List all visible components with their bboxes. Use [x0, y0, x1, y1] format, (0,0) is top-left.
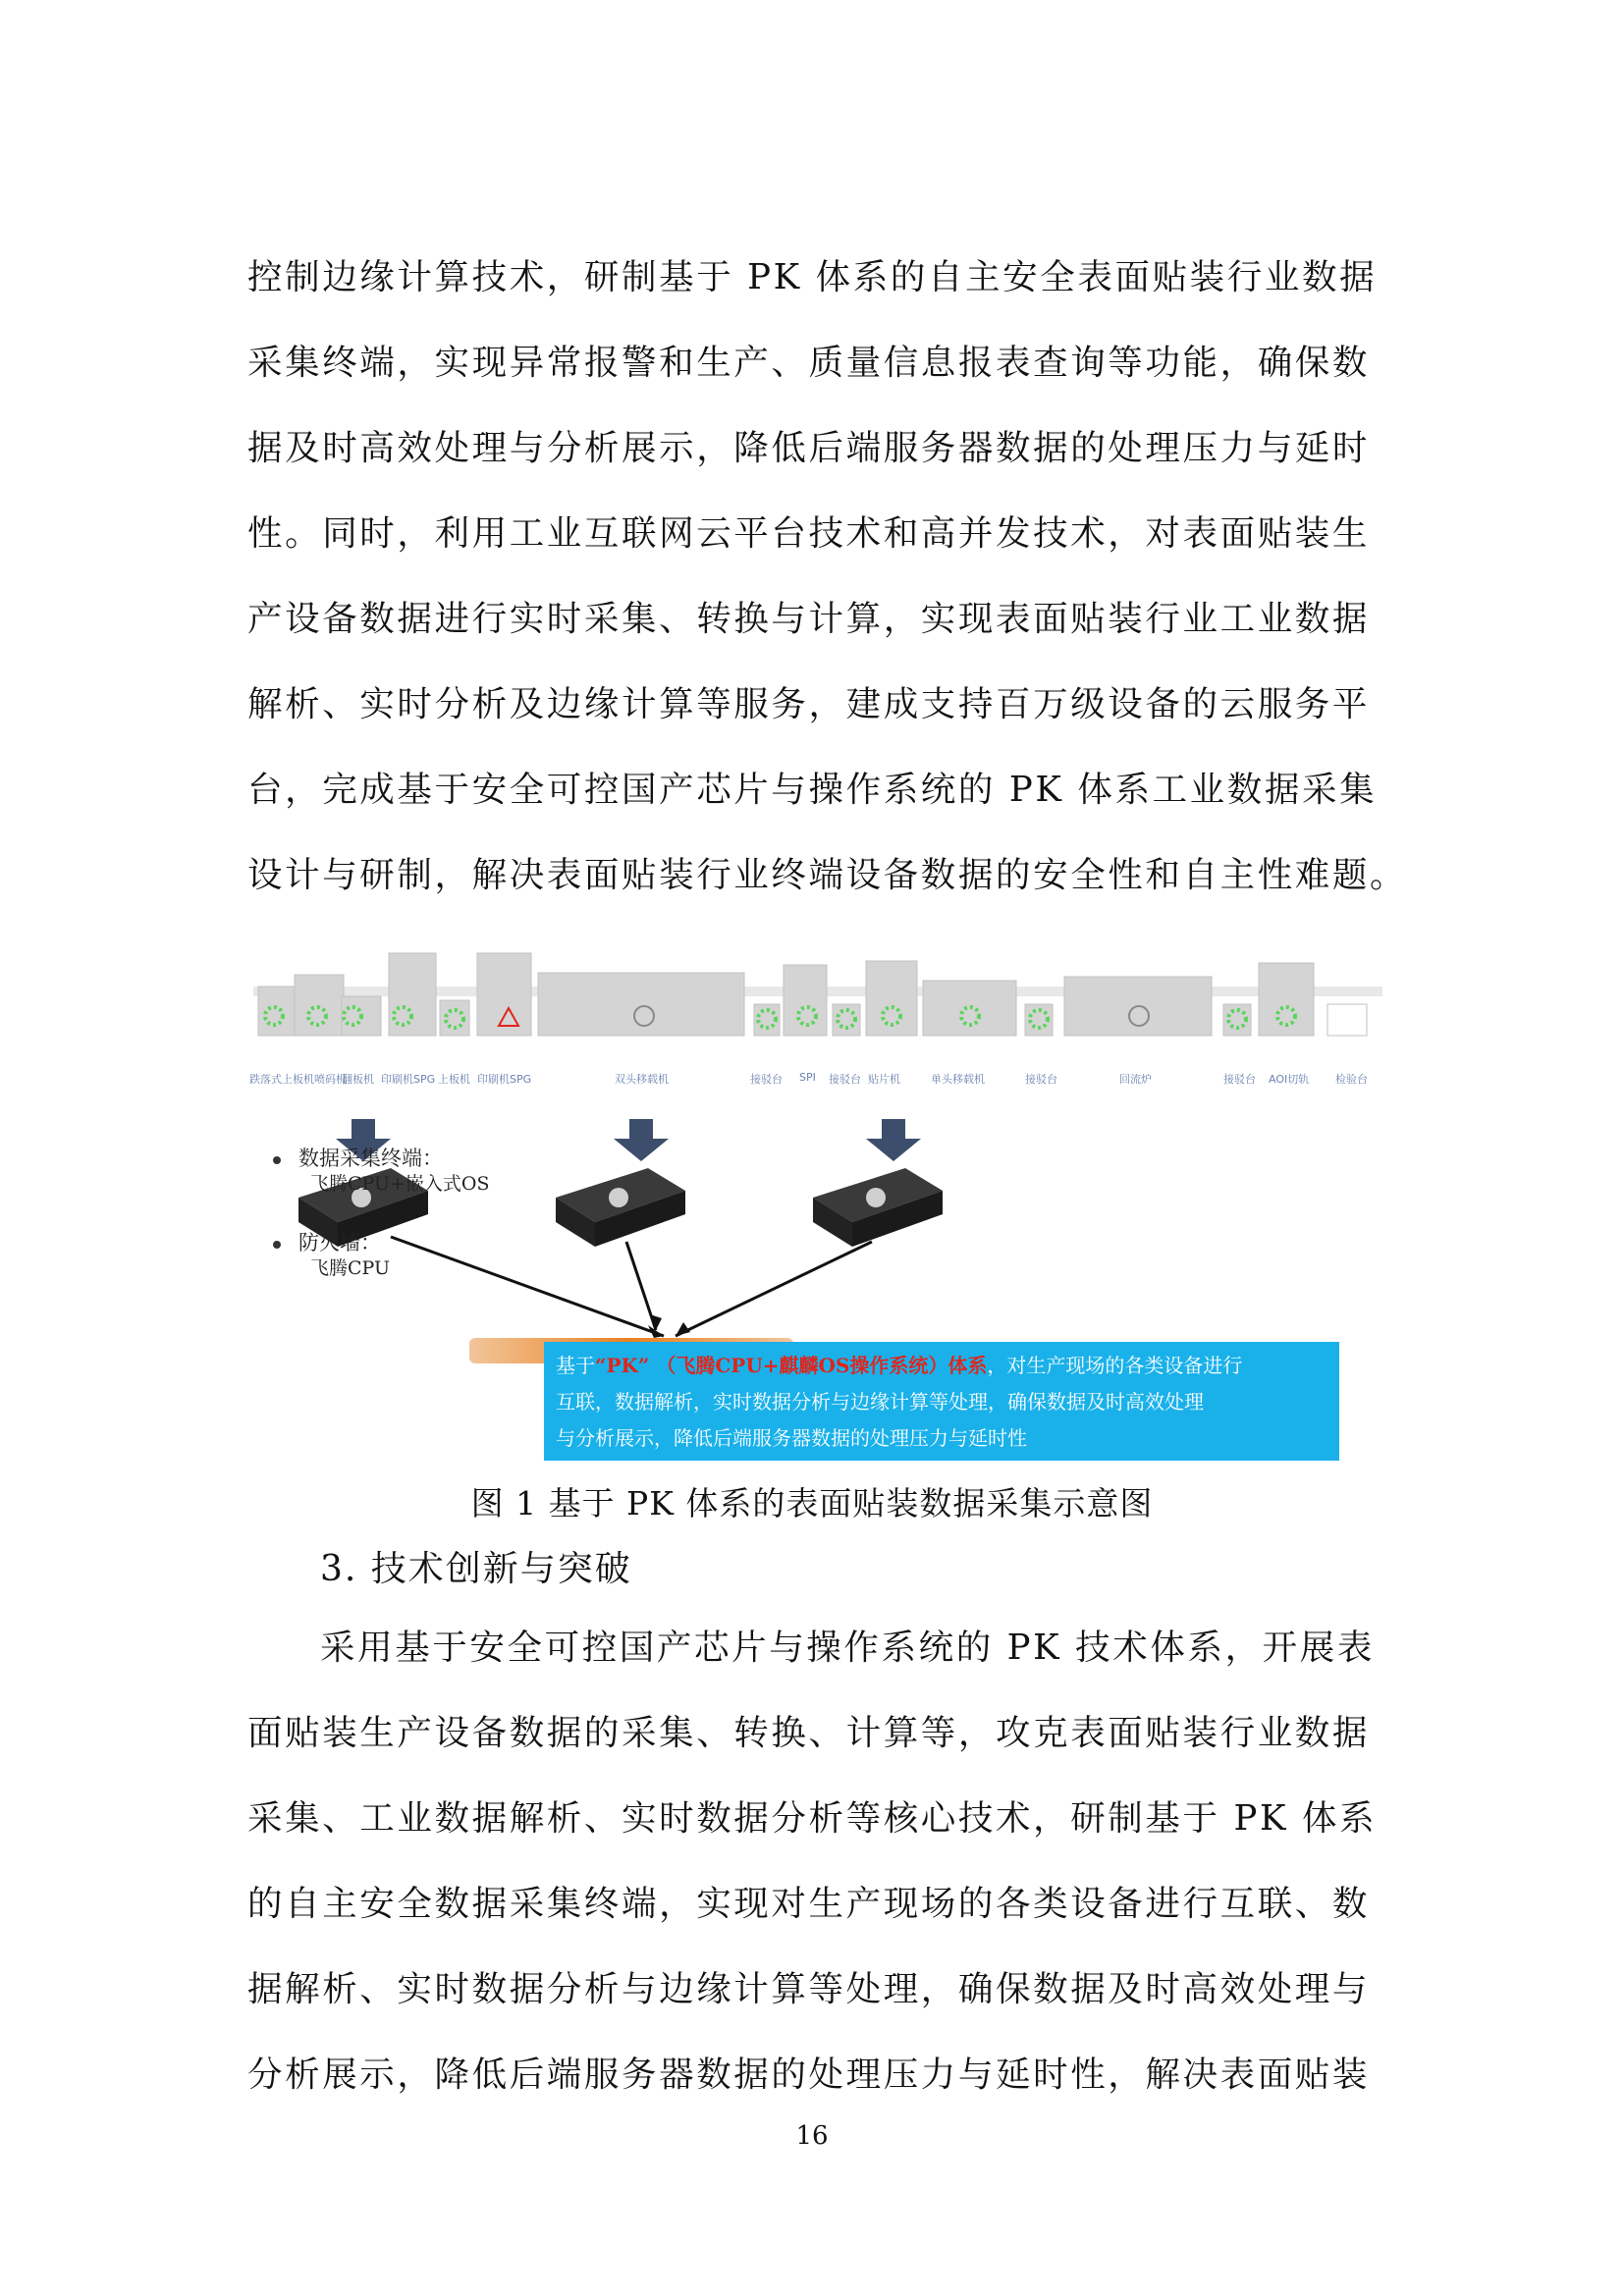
text-line: 采用基于安全可控国产芯片与操作系统的 PK 技术体系，开展表 [320, 1628, 1375, 1668]
machine-label: 接驳台 [829, 1073, 861, 1086]
machine-label: 回流炉 [1119, 1073, 1152, 1086]
figure-1 [244, 918, 1392, 1468]
terminal-device-icon [813, 1168, 943, 1247]
machine-label: 上板机 [438, 1073, 470, 1086]
bullet-title: 数据采集终端： [298, 1147, 443, 1170]
bullet-dot-icon [273, 1156, 281, 1164]
text-line: 据解析、实时数据分析与边缘计算等处理，确保数据及时高效处理与 [247, 1969, 1371, 2009]
description-box [544, 1342, 1339, 1461]
box-line-3: 与分析展示，降低后端服务器数据的处理压力与延时性 [556, 1426, 1027, 1450]
machine-label: 单头移载机 [931, 1073, 985, 1086]
down-arrow-icon [614, 1119, 669, 1161]
machine-label: 接驳台 [1025, 1073, 1057, 1086]
machine-label: AOI切轨 [1269, 1073, 1310, 1086]
machine-label: 检验台 [1335, 1073, 1368, 1086]
box-line-1 [556, 1348, 1327, 1384]
section-heading: 3. 技术创新与突破 [320, 1549, 632, 1589]
bullet-dot-icon [273, 1241, 281, 1249]
bullet-terminal [273, 1146, 490, 1197]
text-line: 面贴装生产设备数据的采集、转换、计算等，攻克表面贴装行业数据 [247, 1713, 1371, 1753]
bullet-firewall [273, 1230, 390, 1281]
box-prefix: 基于 [556, 1354, 595, 1377]
text-line: 产设备数据进行实时采集、转换与计算，实现表面贴装行业工业数据 [247, 599, 1371, 639]
box-line-2: 互联，数据解析，实时数据分析与边缘计算等处理，确保数据及时高效处理 [556, 1390, 1204, 1414]
machine-label: SPI [799, 1071, 816, 1084]
paragraph-1 [247, 235, 1408, 918]
machine-label: 接驳台 [1223, 1073, 1256, 1086]
machine-label: 印刷机SPG [381, 1073, 436, 1086]
machine-label: 贴片机 [868, 1073, 900, 1086]
text-line: 控制边缘计算技术，研制基于 PK 体系的自主安全表面贴装行业数据 [247, 257, 1378, 297]
machine-icon [923, 981, 1016, 1036]
connection-lines [391, 1237, 872, 1336]
bullet-sub: 飞腾CPU [310, 1257, 391, 1279]
page-number: 16 [795, 2121, 829, 2151]
text-line: 台，完成基于安全可控国产芯片与操作系统的 PK 体系工业数据采集 [247, 770, 1378, 810]
machine-label: 双头移载机 [615, 1073, 669, 1086]
box-line1-rest: ，对生产现场的各类设备进行 [987, 1354, 1243, 1377]
text-line: 设计与研制，解决表面贴装行业终端设备数据的安全性和自主性难题。 [247, 855, 1408, 895]
text-line: 分析展示，降低后端服务器数据的处理压力与延时性，解决表面贴装 [247, 2055, 1371, 2095]
bullet-sub: 飞腾CPU+嵌入式OS [310, 1173, 490, 1195]
text-line: 采集、工业数据解析、实时数据分析等核心技术，研制基于 PK 体系 [247, 1798, 1378, 1839]
machine-label: 翻板机 [342, 1073, 374, 1086]
down-arrow-icon [866, 1119, 921, 1161]
text-line: 的自主安全数据采集终端，实现对生产现场的各类设备进行互联、数 [247, 1884, 1371, 1924]
text-line: 性。同时，利用工业互联网云平台技术和高并发技术，对表面贴装生 [247, 513, 1371, 554]
text-line: 据及时高效处理与分析展示，降低后端服务器数据的处理压力与延时 [247, 428, 1371, 468]
box-highlight: “PK” （飞腾CPU+麒麟OS操作系统）体系 [595, 1354, 988, 1377]
paragraph-2 [247, 1605, 1386, 2117]
machine-icon [258, 987, 298, 1036]
machine-icon [477, 953, 531, 1036]
figure-caption: 图 1 基于 PK 体系的表面贴装数据采集示意图 [470, 1484, 1154, 1522]
bullet-title: 防火墙： [298, 1231, 381, 1255]
machine-label: 接驳台 [750, 1073, 783, 1086]
text-line: 解析、实时分析及边缘计算等服务，建成支持百万级设备的云服务平 [247, 684, 1371, 724]
machine-icon [1327, 1004, 1367, 1036]
machine-icon [784, 965, 827, 1036]
machine-label: 印刷机SPG [477, 1073, 532, 1086]
machine-label: 跌落式上板机喷码机 [249, 1073, 347, 1086]
terminal-device-icon [556, 1168, 685, 1247]
text-line: 采集终端，实现异常报警和生产、质量信息报表查询等功能，确保数 [247, 343, 1371, 383]
